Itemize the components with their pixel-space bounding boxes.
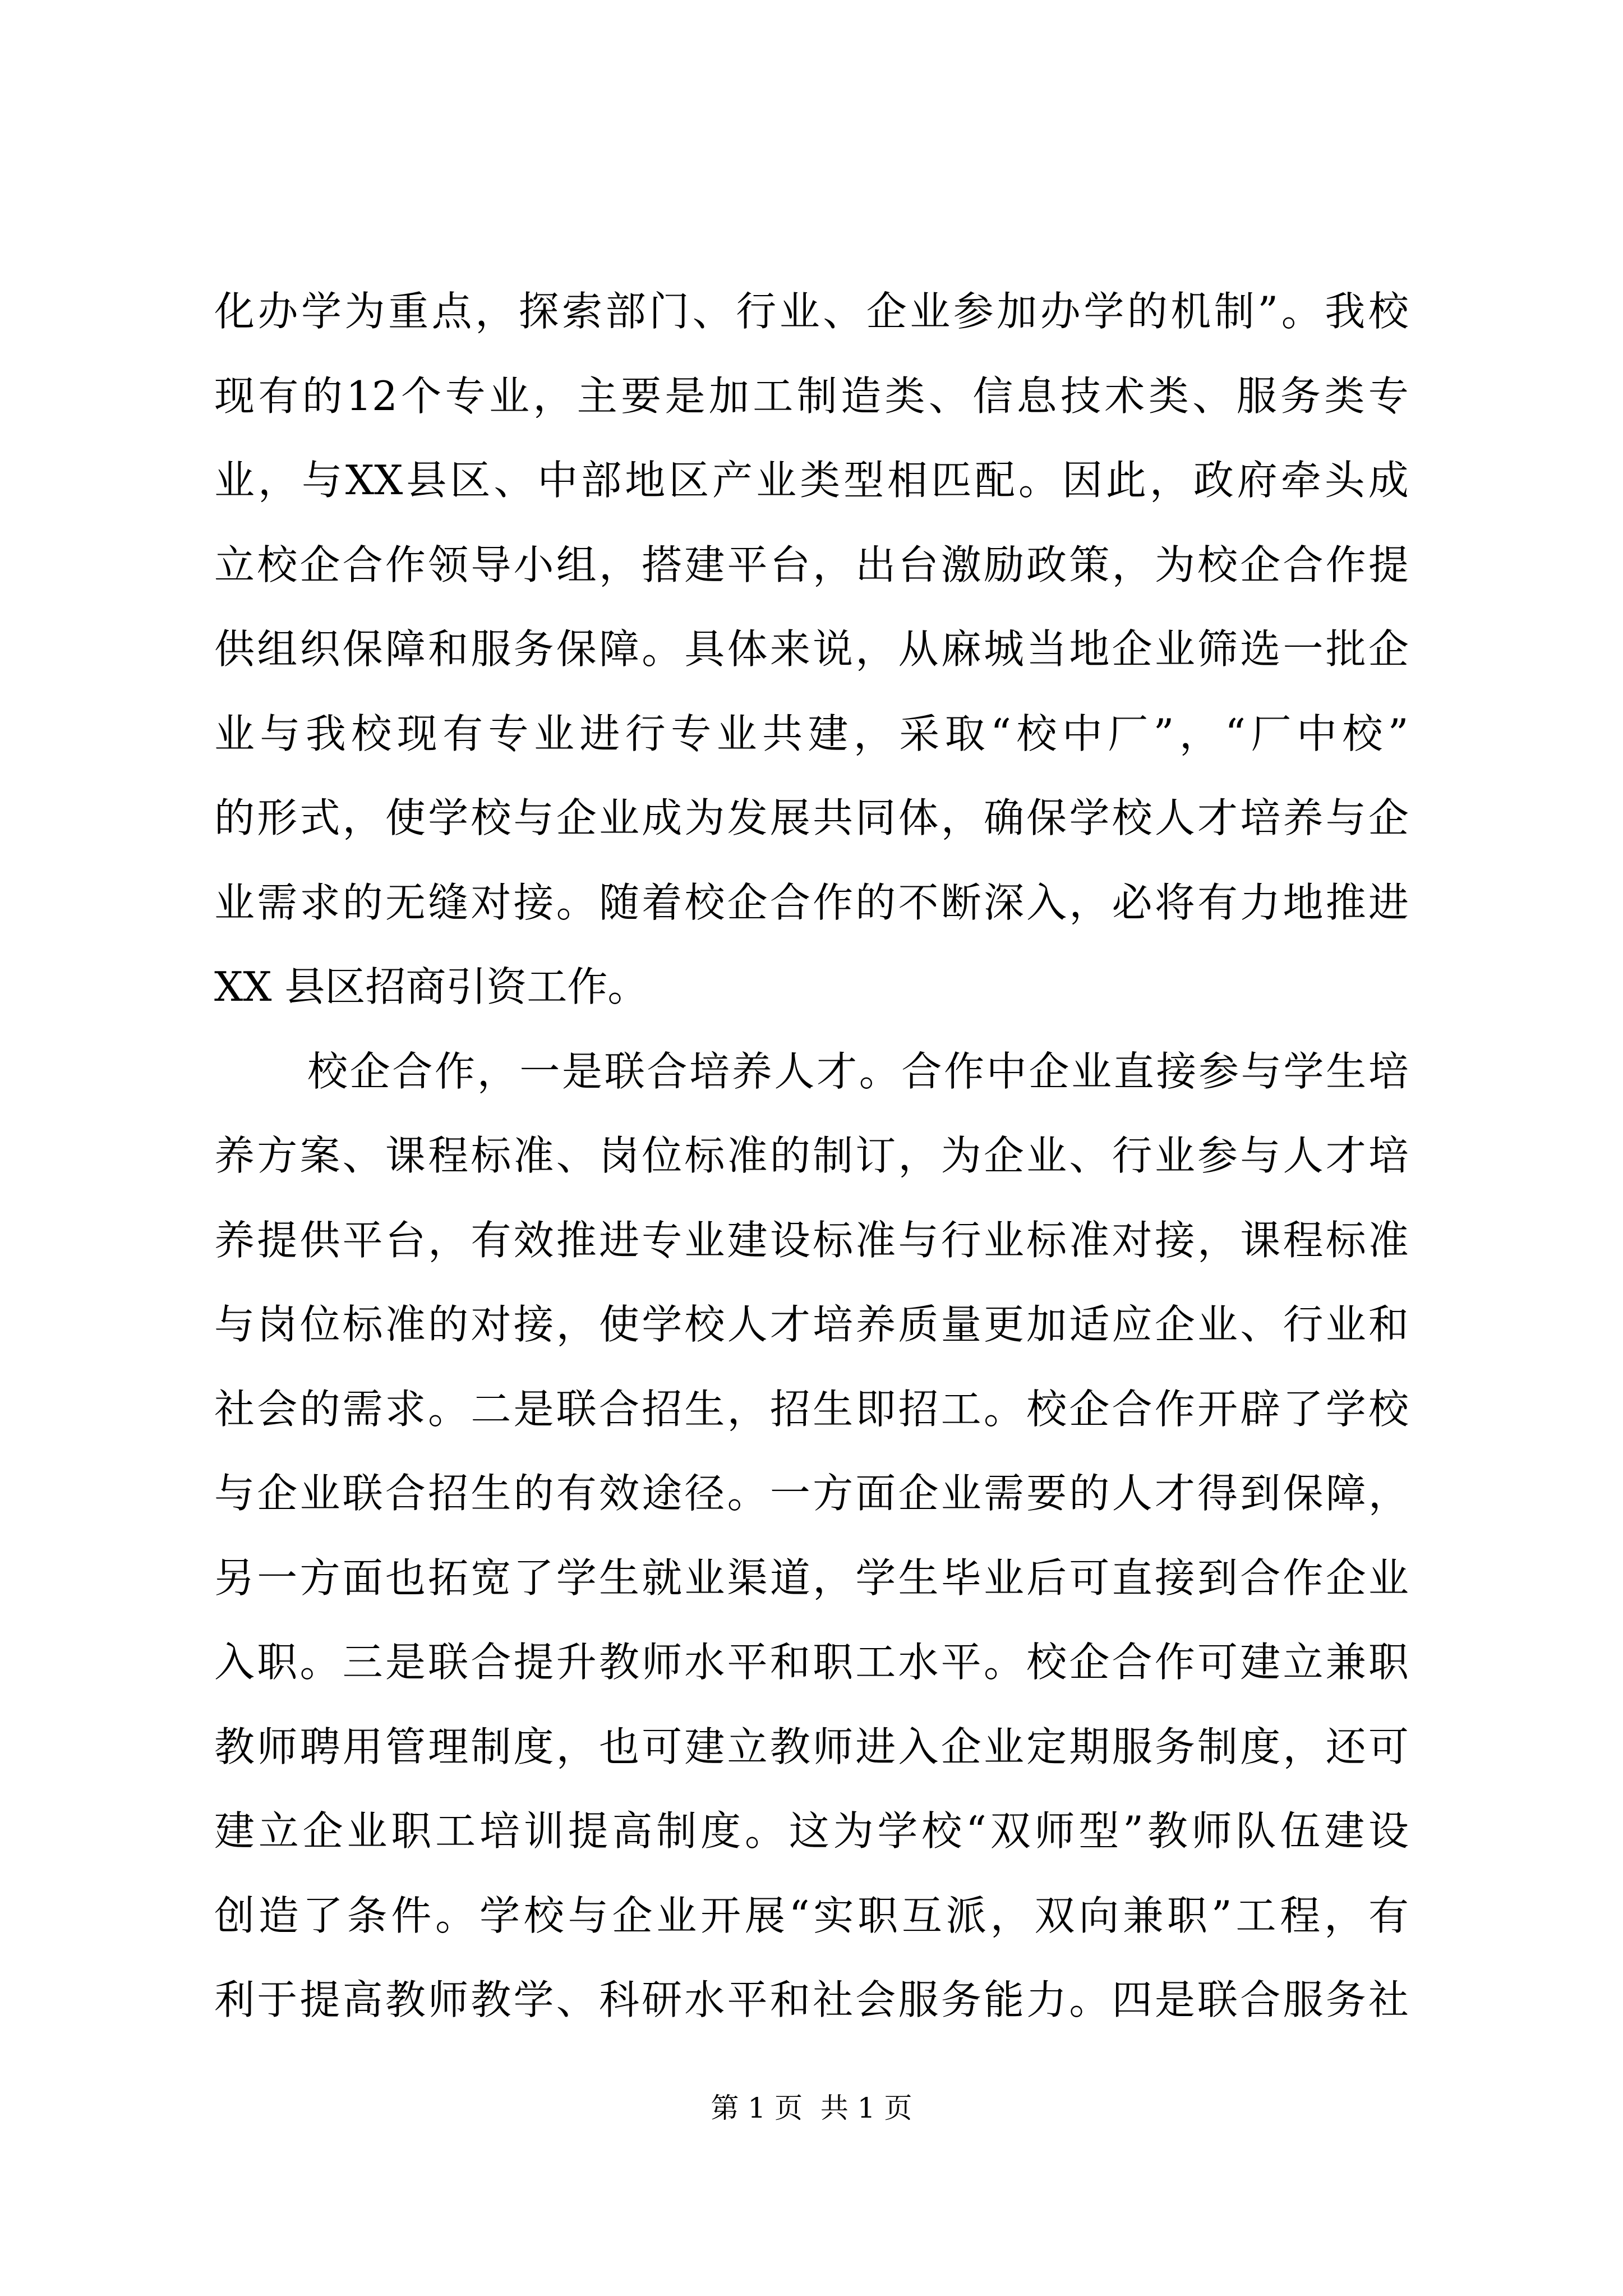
text-line: 供 组 织 保 障 和 服 务 保 障 。 具 体 来 说 ， 从 麻 城 当 地 企 业 筛 选 一 批 企 <box>214 625 1409 673</box>
text-line: 养 方 案 、 课 程 标 准 、 岗 位 标 准 的 制 订 ， 为 企 业 、 行 业 参 与 人 才 培 <box>214 1132 1409 1179</box>
text-line: 业 ， 与 XX 县 区 、 中 部 地 区 产 业 类 型 相 匹 配 。 因 此 ， 政 府 牵 头 成 <box>214 457 1409 504</box>
text-line: 教 师 聘 用 管 理 制 度 ， 也 可 建 立 教 师 进 入 企 业 定 期 服 务 制 度 ， 还 可 <box>214 1723 1409 1770</box>
text-line: 校 企 合 作 ， 一 是 联 合 培 养 人 才 。 合 作 中 企 业 直 接 参 与 学 生 培 <box>307 1048 1409 1095</box>
text-line: 与 岗 位 标 准 的 对 接 ， 使 学 校 人 才 培 养 质 量 更 加 适 应 企 业 、 行 业 和 <box>214 1301 1409 1348</box>
text-line: 业 需 求 的 无 缝 对 接 。 随 着 校 企 合 作 的 不 断 深 入 ， 必 将 有 力 地 推 进 <box>214 879 1409 926</box>
text-line: 利 于 提 高 教 师 教 学 、 科 研 水 平 和 社 会 服 务 能 力 。 四 是 联 合 服 务 社 <box>214 1976 1409 2023</box>
text-line: 养 提 供 平 台 ， 有 效 推 进 专 业 建 设 标 准 与 行 业 标 准 对 接 ， 课 程 标 准 <box>214 1217 1409 1264</box>
text-line: 业 与 我 校 现 有 专 业 进 行 专 业 共 建 ， 采 取 “ 校 中 厂 ” ， “ 厂 中 校 ” <box>214 710 1409 757</box>
text-line: 另 一 方 面 也 拓 宽 了 学 生 就 业 渠 道 ， 学 生 毕 业 后 可 直 接 到 合 作 企 业 <box>214 1554 1409 1602</box>
text-line: 创 造 了 条 件 。 学 校 与 企 业 开 展 “ 实 职 互 派 ， 双 向 兼 职 ” 工 程 ， 有 <box>214 1892 1409 1939</box>
text-line: XX 县区招商引资工作。 <box>214 963 648 1010</box>
text-line: 建 立 企 业 职 工 培 训 提 高 制 度 。 这 为 学 校 “ 双 师 型 ” 教 师 队 伍 建 设 <box>214 1807 1409 1855</box>
text-line: 与 企 业 联 合 招 生 的 有 效 途 径 。 一 方 面 企 业 需 要 的 人 才 得 到 保 障 ， <box>214 1470 1409 1517</box>
text-line: 的 形 式 ， 使 学 校 与 企 业 成 为 发 展 共 同 体 ， 确 保 学 校 人 才 培 养 与 企 <box>214 794 1409 841</box>
text-line: 立 校 企 合 作 领 导 小 组 ， 搭 建 平 台 ， 出 台 激 励 政 策 ， 为 校 企 合 作 提 <box>214 541 1409 588</box>
text-line: 社 会 的 需 求 。 二 是 联 合 招 生 ， 招 生 即 招 工 。 校 企 合 作 开 辟 了 学 校 <box>214 1386 1409 1433</box>
text-line: 化 办 学 为 重 点 ， 探 索 部 门 、 行 业 、 企 业 参 加 办 学 的 机 制 ” 。 我 校 <box>214 288 1409 335</box>
text-line: 入 职 。 三 是 联 合 提 升 教 师 水 平 和 职 工 水 平 。 校 企 合 作 可 建 立 兼 职 <box>214 1639 1409 1686</box>
page-footer: 第 1 页 共 1 页 <box>711 2092 912 2124</box>
text-line: 现 有 的 12 个 专 业 ， 主 要 是 加 工 制 造 类 、 信 息 技 术 类 、 服 务 类 专 <box>214 372 1409 420</box>
